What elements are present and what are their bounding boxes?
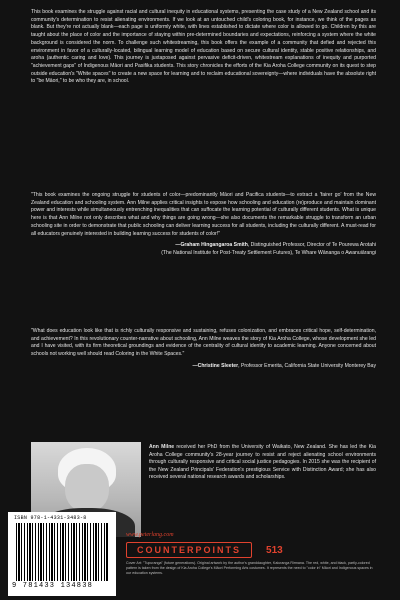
isbn-digits: 9 781433 134838 — [12, 582, 94, 590]
book-description — [31, 9, 376, 86]
author-bio — [149, 444, 376, 482]
author-bio-text: received her PhD from the University of Waikato, New Zealand. She has led the Kia Aroha College community's 28-year journey to resist and reject alienating school environments through culturally responsive and critical social justice pedagogies. In 2015 she was the recipient of the New Zealand Principals' Federation's prestigious Service with Distinction Award; she has also received several national research awards and scholarships. — [149, 444, 376, 481]
quote-attribution — [31, 363, 376, 371]
endorser-title-cont: (The National Institute for Post-Treaty Settlement Futures), Te Whare Wānanga o Awanuiārangi — [161, 249, 376, 256]
description-text: This book examines the struggle against racial and cultural inequity in educational systems, presenting the case study of a New Zealand school and its community's determination to resist alienating environments. If we look at an untouched child's coloring book, for instance, we think of the pages as blank. But they're not actually blank—each page is uniformly white, with lines established to dictate where color is allowed to go. Children by this are taught about the place of color and the importance of staying within pre-determined boundaries and expectations, reinforcing a system where the white background is considered the norm. To challenge such whitestreaming, this book offers the example of a community that defied and rejected this environment in favor of a culturally-located, bilingual learning model of education based on secure cultural identity, stable positive relationships, and aroha (authentic caring and love). This journey is juxtaposed against pervasive deficit-driven, whitestream explanations of inequity and purported "achievement gaps" of Indigenous Māori and Pasifika students. This story chronicles the efforts of the Kia Aroha College community on its quest to step outside education's "White spaces" to create a new space for learning and to reclaim educational sovereignty—where individuals have the absolute right to "be Māori," to be who they are, in school. — [31, 9, 376, 85]
cover-art-credit: Cover Art: "Tupuranga" (future generations). Original artwork by the author's granddaughter, Kaiuranga Rirmana. The red, white, and black, partly-colored pattern is taken from the design of Kia Aroha College's Māori Performing Arts costumes. It represents the need to "color in" Māori and Indigenous spaces in our education systems. — [126, 561, 373, 575]
quote-text: "This book examines the ongoing struggle for students of color—predominantly Māori and Pacifica students—to extract a 'fairer go' from the New Zealand education and schooling system. Ann Milne applies critical insights to expose how schooling and education (re)produce and maintain dominant power and interests while simultaneously entrenching inequalities that can suffocate the learning potential of culturally different students. What is unique here is that Ann Milne not only describes what and why things are going wrong—she also documents the remarkable struggle to transform an urban schooling site in order to demonstrate that public schooling can deliver learning success for all students, including the culturally different. A must-read for all educators genuinely interested in building learning success for students of color!" — [31, 192, 376, 237]
endorser-name: —Christine Sleeter — [192, 362, 239, 369]
series-logo — [126, 542, 283, 558]
barcode — [16, 523, 108, 581]
series-number: 513 — [266, 544, 283, 556]
quote-text: "What does education look like that is richly culturally responsive and sustaining, refuses colonization, and embraces critical hope, self-determination, and achievement? In this revolutionary counter-narrative about schooling, Ann Milne weaves the story of Kia Aroha College, whose development she led and I have visited, with its firm theoretical groundings and evidence of the centrality of cultural identity to academic learning. Anyone concerned about schools not working well should read Coloring in the White Spaces." — [31, 328, 376, 358]
isbn-label: ISBN 978-1-4331-3483-8 — [14, 515, 87, 521]
publisher-url[interactable]: www.peterlang.com — [126, 532, 174, 538]
endorsement-sleeter — [31, 328, 376, 370]
author-name: Ann Milne — [149, 444, 175, 450]
endorser-title: , Distinguished Professor, Director of Te Pourewa Arotahi — [247, 242, 376, 249]
endorser-name: —Graham Hingangaroa Smith — [175, 242, 248, 249]
quote-attribution — [31, 242, 376, 257]
endorsement-smith — [31, 192, 376, 257]
series-name: COUNTERPOINTS — [126, 542, 252, 558]
endorser-title: , Professor Emerita, California State University Monterey Bay — [238, 362, 376, 369]
